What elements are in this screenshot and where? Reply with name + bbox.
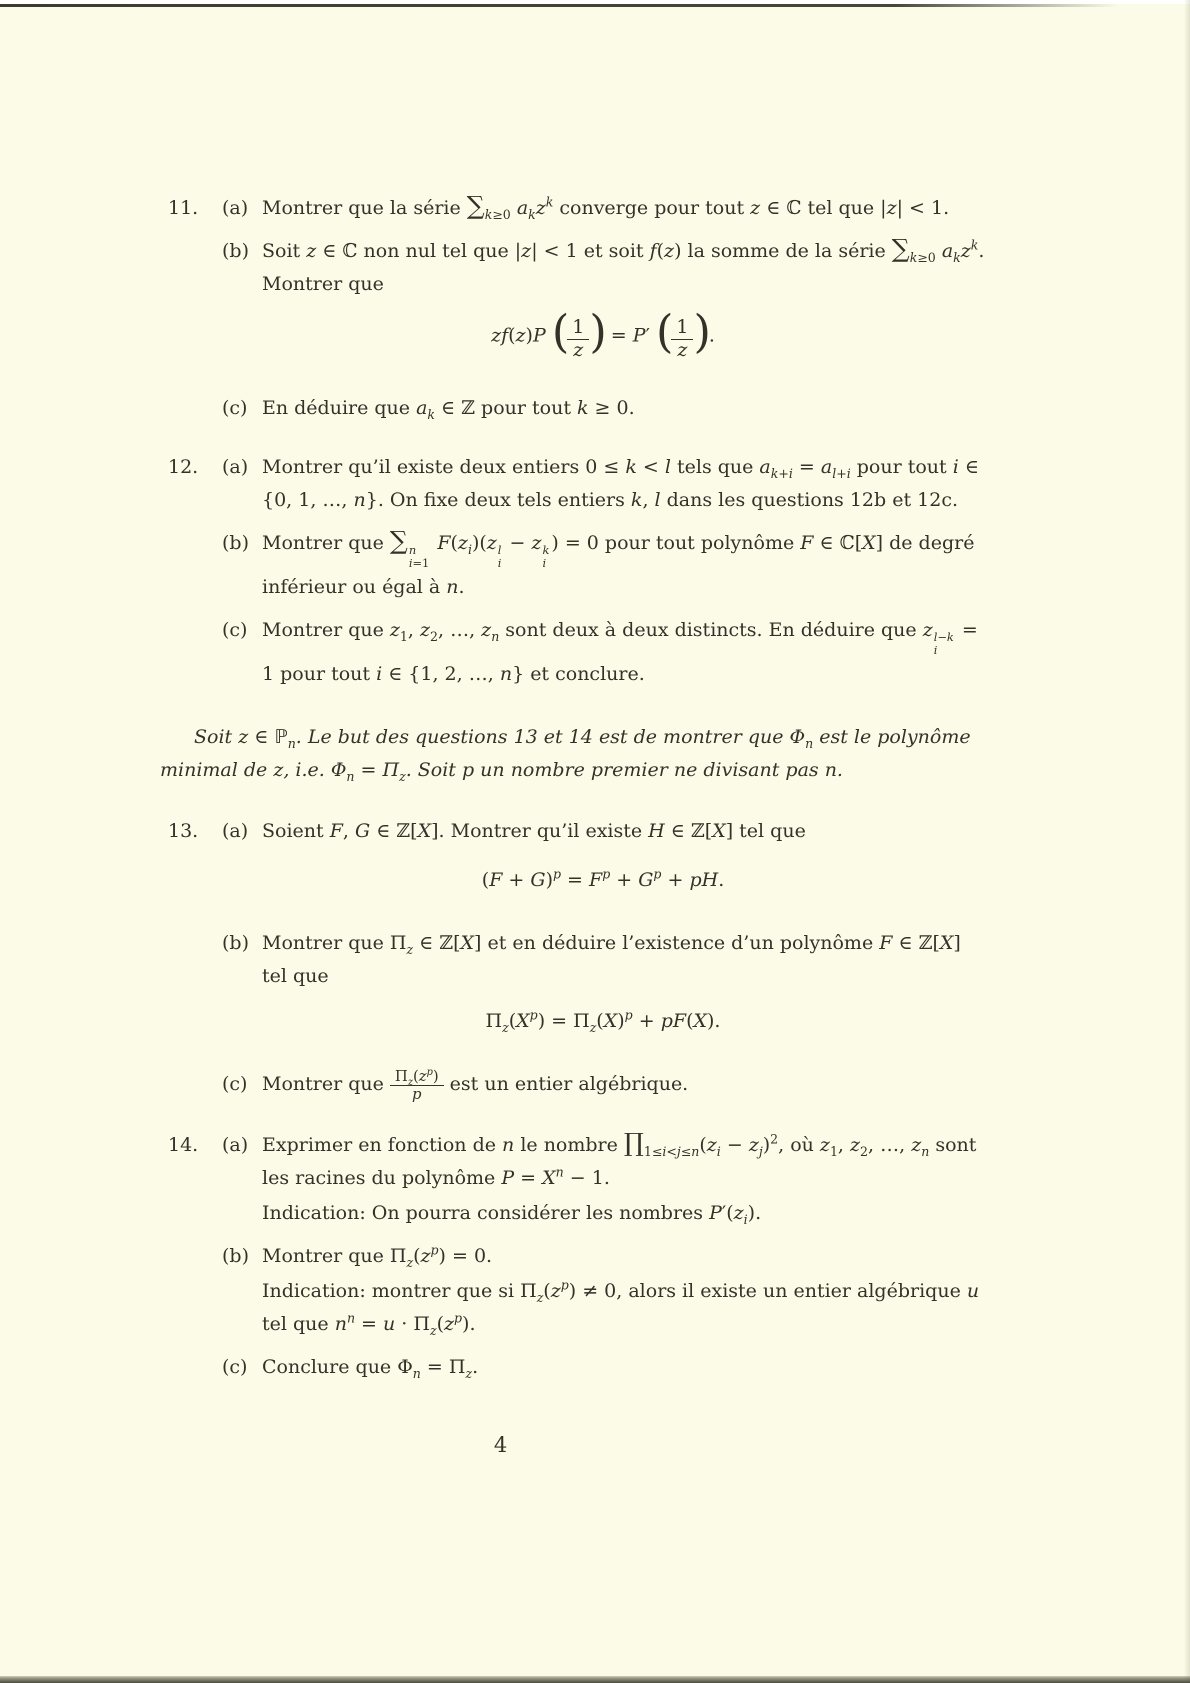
part-text: Soit z ∈ ℂ non nul tel que |z| < 1 et soit f(z) la somme de la série $\sum_{k\ge 0}$ $a_kz^k$. Montrer que [262,234,985,295]
part-text: Montrer que $\Pi_z$ ∈ ℤ[X] et en déduire l’existence d’un polynôme F ∈ ℤ[X] tel que [262,931,961,987]
part-label: (c) [222,1072,248,1095]
part-label: (b) [222,240,249,262]
problem-body [222,815,990,1113]
part-label: (a) [222,1133,249,1156]
part-12a [222,451,990,517]
part-text: Montrer que $\Pi_z(z^p) = 0$. [262,1242,493,1270]
problem-body [222,451,990,701]
part-text: Montrer que $z_1$, $z_2$, …, $z_n$ sont deux à deux distincts. En déduire que z l−k i = 1 pour tout i ∈ {1, 2, …, n} et conclure. [262,618,978,685]
problem-13 [168,815,990,1113]
equation-13b: $\Pi_z(X^p) = \Pi_z(X)^p + pF(X)$. [485,1007,721,1035]
part-indication: Indication: montrer que si $\Pi_z(z^p) \ne 0$, alors il existe un entier algébrique u tel que $n^n = u \cdot \Pi_z(z^p)$. [262,1277,980,1338]
equation-text: zf(z)P [491,324,546,347]
part-11c [222,392,990,425]
part-13a [222,815,990,917]
part-text: En déduire que $a_k$ ∈ ℤ pour tout k ≥ 0. [262,396,635,422]
fraction-numerator: 1 [572,316,585,338]
fraction [567,317,589,362]
part-label: (a) [222,455,249,478]
intro-paragraph: Soit z ∈ ℙ$_n$. Le but des questions 13 et 14 est de montrer que $\Phi_n$ est le polynôme minimal de z, i.e. $\Phi_n = \Pi_z$. Soit p un nombre premier ne divisant pas n. [160,725,971,784]
big-paren-open: ( [551,305,568,358]
problem-11 [168,192,990,435]
equation-11b [262,305,990,362]
part-14a [222,1129,990,1230]
equation-text: . [708,324,715,347]
scan-bottom-edge-bar [0,1676,1190,1683]
part-text-after-fraction: est un entier algébrique. [443,1072,689,1095]
part-indication: Indication: On pourra considérer les nombres $P'(z_i)$. [262,1201,762,1227]
part-label: (c) [222,396,248,419]
equation-text: = P′ [610,324,650,347]
problem-number: 13. [168,819,199,842]
part-14c [222,1351,990,1384]
page-number: 4 [493,1433,508,1457]
scan-right-edge-shadow [1184,0,1190,1683]
part-text: Exprimer en fonction de n le nombre $\prod_{1\le i<j\le n}(z_i - z_j)^2$, où $z_1$, $z_2$, …, $z_n$ sont les racines du polynôme $P = X^n - 1$. [262,1127,977,1189]
part-label: (b) [222,931,249,954]
part-13b [222,927,990,1058]
problem-body [222,192,990,435]
part-text [262,1068,990,1103]
problem-14 [168,1129,990,1394]
part-11a [222,192,990,225]
fraction-denominator: z [567,339,589,362]
part-text: Conclure que $\Phi_n = \Pi_z$. [262,1355,479,1381]
problem-number: 12. [168,455,199,478]
part-label: (c) [222,618,248,641]
problem-number: 11. [168,197,199,219]
fraction [390,1068,444,1103]
fraction [671,317,693,362]
big-paren-close: ) [589,305,605,358]
part-11b [222,235,990,382]
fraction-denominator: z [671,339,693,362]
part-12c [222,614,990,691]
part-label: (b) [222,531,249,554]
part-text: Montrer que la série $\sum_{k\ge 0}$ $a_kz^k$ converge pour tout z ∈ ℂ tel que |z| < 1. [262,191,950,222]
part-12b [222,527,990,604]
big-paren-close: ) [693,305,709,358]
problem-number: 14. [168,1133,199,1156]
part-label: (a) [222,819,249,842]
problem-body [222,1129,990,1394]
fraction-numerator: $\Pi_z(z^p)$ [394,1066,439,1088]
part-label: (c) [222,1355,248,1378]
part-label: (a) [222,197,249,219]
big-paren-open: ( [655,305,672,358]
part-text-before-fraction: Montrer que [262,1072,390,1095]
fraction-numerator: 1 [676,316,689,338]
part-text: Soient F, G ∈ ℤ[X]. Montrer qu’il existe H ∈ ℤ[X] tel que [262,819,806,842]
exam-page-content [160,191,990,1410]
part-text: Montrer qu’il existe deux entiers 0 ≤ k < l tels que $a_{k+i} = a_{l+i}$ pour tout i ∈ {0, 1, …, n}. On fixe deux tels entiers k, l dans les questions 12b et 12c. [262,455,979,511]
part-label: (b) [222,1244,249,1267]
part-text: Montrer que ∑ n i=1 $F(z_i)(z$ l i − z k i ) = 0 pour tout polynôme F ∈ ℂ[X] de degré inférieur ou égal à n. [262,525,975,598]
fraction-denominator: p [390,1085,444,1103]
part-14b [222,1240,990,1341]
scan-top-edge-line [0,4,1119,7]
equation-13a: $(F + G)^p = F^p + G^p$ + pH. [481,866,725,891]
part-13c [222,1068,990,1103]
problem-12 [168,451,990,701]
